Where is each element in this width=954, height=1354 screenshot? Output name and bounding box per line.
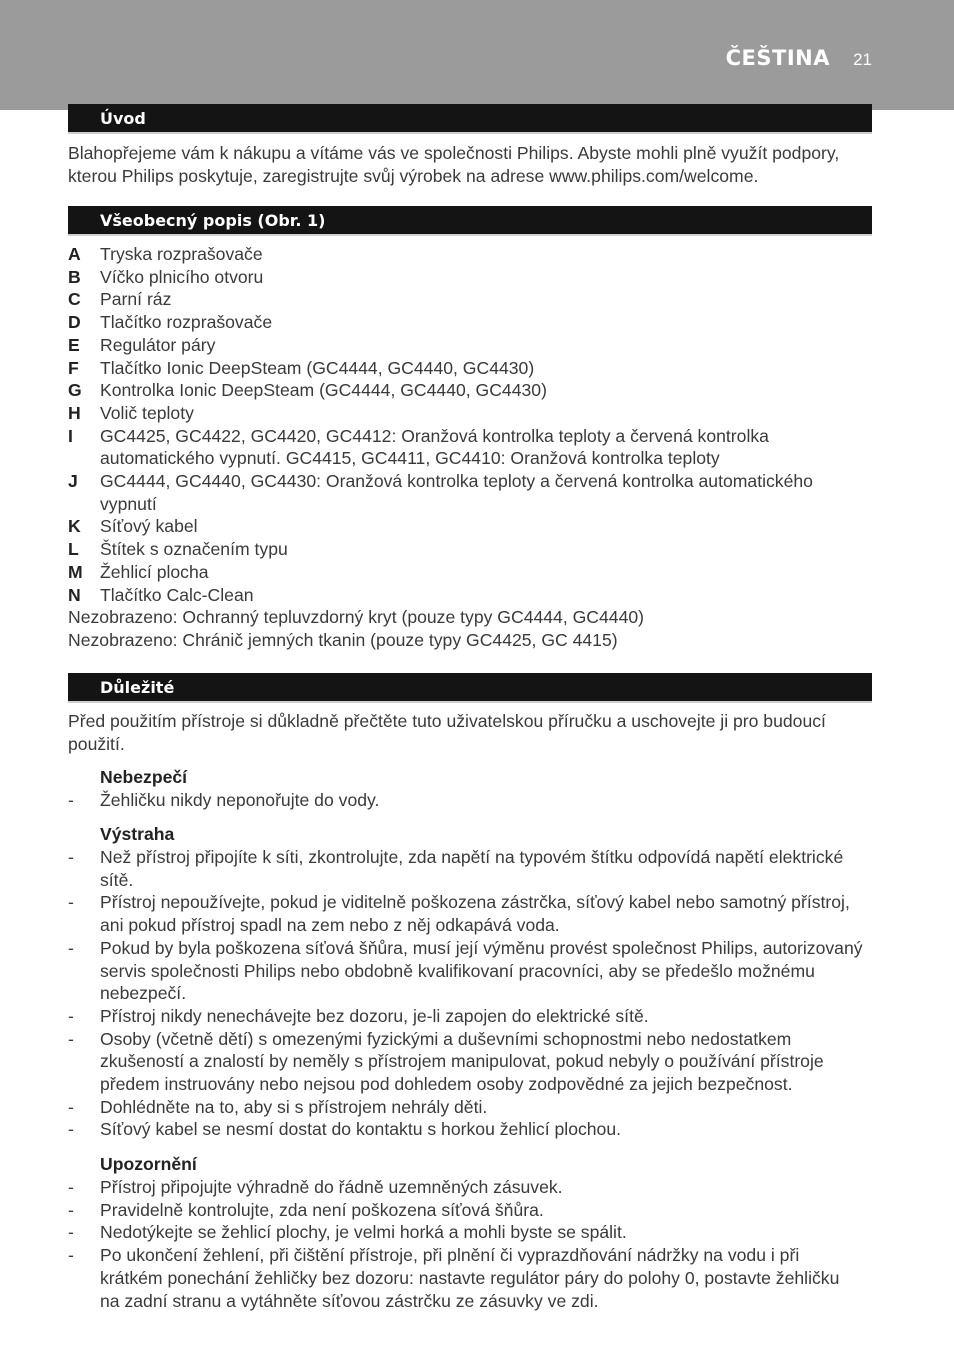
item-text: Žehlicí plocha: [100, 561, 209, 582]
bullet-dash: -: [68, 1005, 74, 1026]
item-text: Síťový kabel: [100, 516, 198, 537]
item-text: Přístroj nepoužívejte, pokud je viditelně poškozena zástrčka, síťový kabel nebo samotný přístroj,: [100, 892, 850, 913]
item-text: krátkém ponechání žehličky bez dozoru: nastavte regulátor páry do polohy 0, postavte žehličku: [100, 1267, 840, 1288]
divider: [68, 132, 872, 134]
item-text: zkušeností a znalostí by neměly s přístrojem manipulovat, pokud nebyly o používání přístroje: [100, 1051, 824, 1072]
item-text: Pravidelně kontrolujte, zda není poškozena síťová šňůra.: [100, 1199, 544, 1220]
subheading-warning: Výstraha: [100, 824, 175, 844]
item-text: Pokud by byla poškozena síťová šňůra, musí její výměnu provést společnost Philips, autorizovaný: [100, 937, 863, 958]
list-item: [68, 379, 878, 402]
list-item: [68, 425, 878, 470]
item-letter: C: [68, 289, 81, 310]
subheading-danger: Nebezpečí: [100, 767, 188, 787]
divider: [68, 701, 872, 703]
language-title: ČEŠTINA: [725, 46, 830, 70]
item-text: Nedotýkejte se žehlicí plochy, je velmi horká a mohli byste se spálit.: [100, 1222, 627, 1243]
item-text: ani pokud přístroj spadl na zem nebo z něj odkapává voda.: [100, 915, 560, 936]
parts-list: [68, 243, 878, 652]
text-line: Blahopřejeme vám k nákupu a vítáme vás ve společnosti Philips. Abyste mohli plně využít podpory,: [68, 143, 840, 163]
item-text: Kontrolka Ionic DeepSteam (GC4444, GC4440, GC4430): [100, 380, 547, 401]
text-line: kterou Philips poskytuje, zaregistrujte svůj výrobek na adrese www.philips.com/welcome.: [68, 165, 759, 186]
item-text: servis společnosti Philips nebo obdobně kvalifikovaní pracovníci, aby se předešlo možnému: [100, 960, 815, 981]
section-heading-important: Důležité: [68, 673, 872, 701]
warning-list: [68, 846, 878, 1141]
item-text: Žehličku nikdy neponořujte do vody.: [100, 790, 380, 810]
text-line: použití.: [68, 733, 125, 754]
item-text: Dohlédněte na to, aby si s přístrojem nehrály děti.: [100, 1096, 488, 1117]
danger-list: [68, 789, 878, 812]
caution-list: [68, 1176, 878, 1312]
note-line: Nezobrazeno: Ochranný tepluvzdorný kryt (pouze typy GC4444, GC4440): [68, 607, 644, 628]
bullet-dash: -: [68, 1199, 74, 1220]
bullet-dash: -: [68, 1177, 74, 1197]
bullet-dash: -: [68, 1096, 74, 1117]
list-item: [68, 789, 878, 812]
list-item: [68, 584, 878, 607]
item-letter: M: [68, 561, 83, 582]
item-letter: G: [68, 380, 82, 401]
bullet-dash: -: [68, 847, 74, 867]
item-text: sítě.: [100, 869, 134, 890]
header-band: [0, 0, 954, 110]
list-item: [68, 334, 878, 357]
item-letter: H: [68, 402, 81, 423]
divider: [68, 234, 872, 236]
item-text: GC4425, GC4422, GC4420, GC4412: Oranžová kontrolka teploty a červená kontrolka: [100, 425, 769, 446]
item-text: GC4444, GC4440, GC4430: Oranžová kontrolka teploty a červená kontrolka automatického: [100, 471, 813, 492]
item-text: Regulátor páry: [100, 334, 216, 355]
list-item: [68, 1199, 878, 1222]
bullet-dash: -: [68, 1245, 74, 1266]
item-text: Tryska rozprašovače: [100, 244, 263, 264]
item-text: Tlačítko Ionic DeepSteam (GC4444, GC4440, GC4430): [100, 357, 535, 378]
item-text: Přístroj připojujte výhradně do řádně uzemněných zásuvek.: [100, 1177, 563, 1197]
list-item: [68, 1005, 878, 1028]
list-item: [68, 1028, 878, 1096]
list-item: [68, 538, 878, 561]
item-letter: E: [68, 334, 80, 355]
item-text: nebezpečí.: [100, 983, 187, 1004]
item-letter: L: [68, 539, 79, 560]
bullet-dash: -: [68, 1028, 74, 1049]
list-item: [68, 470, 878, 515]
item-text: Volič teploty: [100, 402, 194, 423]
list-item: [68, 937, 878, 1005]
item-text: Po ukončení žehlení, při čištění přístroje, při plnění či vyprazdňování nádržky na vodu i při: [100, 1245, 800, 1266]
list-item: [68, 891, 878, 936]
item-text: vypnutí: [100, 493, 157, 514]
list-item: [68, 515, 878, 538]
bullet-dash: -: [68, 937, 74, 958]
page-number: 21: [853, 50, 872, 69]
section-heading-intro: Úvod: [68, 104, 872, 132]
item-letter: A: [68, 244, 81, 264]
item-letter: I: [68, 425, 73, 446]
important-paragraph: [68, 710, 878, 755]
item-text: Přístroj nikdy nenechávejte bez dozoru, je-li zapojen do elektrické sítě.: [100, 1005, 649, 1026]
item-text: Osoby (včetně dětí) s omezenými fyzickými a duševními schopnostmi nebo nedostatkem: [100, 1028, 792, 1049]
list-item: [68, 846, 878, 891]
item-text: Síťový kabel se nesmí dostat do kontaktu s horkou žehlicí plochou.: [100, 1119, 622, 1140]
list-item: [68, 243, 878, 266]
bullet-dash: -: [68, 1119, 74, 1140]
intro-paragraph: [68, 142, 878, 187]
list-item: [68, 1221, 878, 1244]
item-letter: K: [68, 516, 81, 537]
item-letter: N: [68, 584, 81, 605]
list-item: [68, 1244, 878, 1312]
list-item: [68, 357, 878, 380]
item-letter: F: [68, 357, 79, 378]
item-text: předem instruovány nebo nejsou pod dohledem osoby zodpovědné za jejich bezpečnost.: [100, 1074, 793, 1095]
list-item: [68, 266, 878, 289]
list-item: [68, 311, 878, 334]
item-text: Tlačítko rozprašovače: [100, 312, 273, 333]
list-item: [68, 561, 878, 584]
item-letter: D: [68, 312, 81, 333]
item-text: Štítek s označením typu: [100, 539, 288, 560]
list-item: [68, 288, 878, 311]
item-text: Tlačítko Calc-Clean: [100, 584, 254, 605]
item-text: na zadní stranu a vytáhněte síťovou zástrčku ze zásuvky ve zdi.: [100, 1290, 599, 1311]
bullet-dash: -: [68, 1222, 74, 1243]
list-item: [68, 1096, 878, 1119]
item-text: Parní ráz: [100, 289, 172, 310]
bullet-dash: -: [68, 790, 74, 810]
subheading-caution: Upozornění: [100, 1154, 197, 1174]
item-letter: J: [68, 471, 78, 492]
text-line: Před použitím přístroje si důkladně přečtěte tuto uživatelskou příručku a uschovejte ji pro budoucí: [68, 711, 826, 731]
section-heading-description: Všeobecný popis (Obr. 1): [68, 206, 872, 234]
item-letter: B: [68, 266, 81, 287]
note-line: Nezobrazeno: Chránič jemných tkanin (pouze typy GC4425, GC 4415): [68, 629, 618, 650]
item-text: automatického vypnutí. GC4415, GC4411, GC4410: Oranžová kontrolka teploty: [100, 448, 720, 469]
item-text: Než přístroj připojíte k síti, zkontrolujte, zda napětí na typovém štítku odpovídá napětí elektrické: [100, 847, 844, 867]
bullet-dash: -: [68, 892, 74, 913]
list-item: [68, 402, 878, 425]
list-item: [68, 1176, 878, 1199]
item-text: Víčko plnicího otvoru: [100, 266, 264, 287]
list-item: [68, 1118, 878, 1141]
